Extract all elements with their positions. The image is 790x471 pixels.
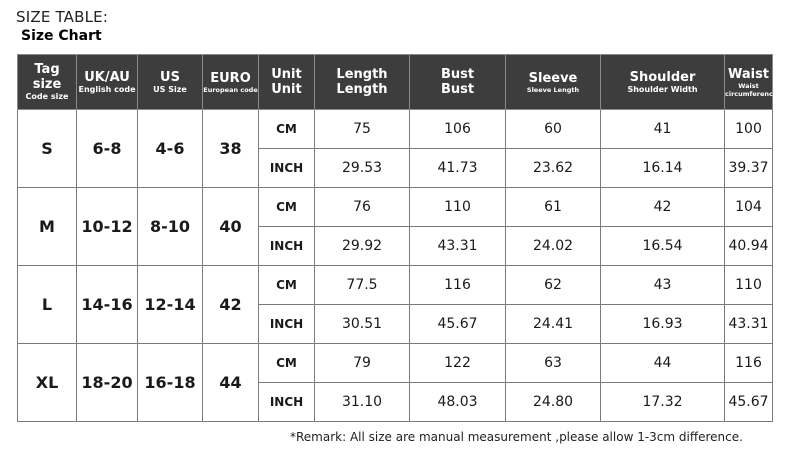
uk-size-cell: 14-16 [77,266,138,344]
header-label: US [160,69,180,85]
us-size-cell: 8-10 [138,188,203,266]
length-cell: 29.53 [315,149,410,188]
size-table [17,54,778,422]
length-cell: 79 [315,344,410,383]
table-row [18,110,773,149]
length-cell: 77.5 [315,266,410,305]
waist-cell: 43.31 [725,305,773,344]
header-sublabel: Length [336,82,388,97]
euro-size-cell: 42 [203,266,259,344]
sleeve-cell: 24.41 [506,305,601,344]
tag-size-cell: S [18,110,77,188]
header-sublabel: English code [78,84,136,94]
header-label: Sleeve [528,70,578,86]
bust-cell: 106 [410,110,506,149]
shoulder-cell: 44 [601,344,725,383]
us-size-cell: 12-14 [138,266,203,344]
header-waist [725,55,778,110]
shoulder-cell: 42 [601,188,725,227]
us-size-cell: 4-6 [138,110,203,188]
header-bust [410,55,506,110]
euro-size-cell: 44 [203,344,259,422]
shoulder-cell: 17.32 [601,383,725,422]
length-cell: 76 [315,188,410,227]
header-label: Unit [271,67,302,82]
waist-cell: 116 [725,344,773,383]
header-sublabel: Bust [440,82,475,97]
bust-cell: 116 [410,266,506,305]
page-title: SIZE TABLE: [16,8,109,26]
header-sublabel: Sleeve Length [526,85,580,94]
us-size-cell: 16-18 [138,344,203,422]
waist-cell: 104 [725,188,773,227]
header-label: Tag size [32,62,62,92]
waist-cell: 100 [725,110,773,149]
sleeve-cell: 24.02 [506,227,601,266]
shoulder-cell: 43 [601,266,725,305]
bust-cell: 45.67 [410,305,506,344]
uk-size-cell: 18-20 [77,344,138,422]
sleeve-cell: 61 [506,188,601,227]
bust-cell: 110 [410,188,506,227]
unit-cell: INCH [259,305,315,344]
uk-size-cell: 10-12 [77,188,138,266]
header-label: EURO [210,70,251,86]
header-us [138,55,203,110]
euro-size-cell: 40 [203,188,259,266]
unit-cell: CM [259,266,315,305]
length-cell: 75 [315,110,410,149]
sleeve-cell: 63 [506,344,601,383]
unit-cell: CM [259,344,315,383]
header-label: Bust [440,67,475,82]
header-sublabel: US Size [153,84,187,94]
sleeve-cell: 24.80 [506,383,601,422]
header-label: Shoulder [629,69,696,85]
unit-cell: CM [259,110,315,149]
euro-size-cell: 38 [203,110,259,188]
length-cell: 29.92 [315,227,410,266]
sleeve-cell: 62 [506,266,601,305]
waist-cell: 45.67 [725,383,773,422]
header-euro [203,55,259,110]
header-label: Length [336,67,388,82]
length-cell: 30.51 [315,305,410,344]
waist-cell: 110 [725,266,773,305]
header-sublabel: European code [203,85,258,94]
length-cell: 31.10 [315,383,410,422]
unit-cell: INCH [259,383,315,422]
header-uk-au [77,55,138,110]
shoulder-cell: 16.14 [601,149,725,188]
bust-cell: 48.03 [410,383,506,422]
unit-cell: INCH [259,227,315,266]
tag-size-cell: M [18,188,77,266]
table-row [18,266,773,305]
unit-cell: CM [259,188,315,227]
bust-cell: 41.73 [410,149,506,188]
waist-cell: 40.94 [725,227,773,266]
header-tag-size [18,55,77,110]
header-shoulder [601,55,725,110]
unit-cell: INCH [259,149,315,188]
header-sublabel: Waist circumference [725,81,778,98]
tag-size-cell: XL [18,344,77,422]
header-sleeve [506,55,601,110]
header-label: Waist [727,66,770,82]
size-chart-subtitle: Size Chart [21,28,102,44]
remark-note: *Remark: All size are manual measurement ,please allow 1-3cm difference. [290,430,743,444]
uk-size-cell: 6-8 [77,110,138,188]
shoulder-cell: 16.54 [601,227,725,266]
shoulder-cell: 16.93 [601,305,725,344]
bust-cell: 122 [410,344,506,383]
header-label: UK/AU [84,69,130,85]
shoulder-cell: 41 [601,110,725,149]
sleeve-cell: 60 [506,110,601,149]
tag-size-cell: L [18,266,77,344]
sleeve-cell: 23.62 [506,149,601,188]
bust-cell: 43.31 [410,227,506,266]
waist-cell: 39.37 [725,149,773,188]
header-sublabel: Unit [271,82,302,97]
table-row [18,344,773,383]
header-length [315,55,410,110]
table-row [18,188,773,227]
header-sublabel: Shoulder Width [627,84,698,94]
header-sublabel: Code size [25,92,69,101]
header-unit [259,55,315,110]
header-row [18,55,773,110]
